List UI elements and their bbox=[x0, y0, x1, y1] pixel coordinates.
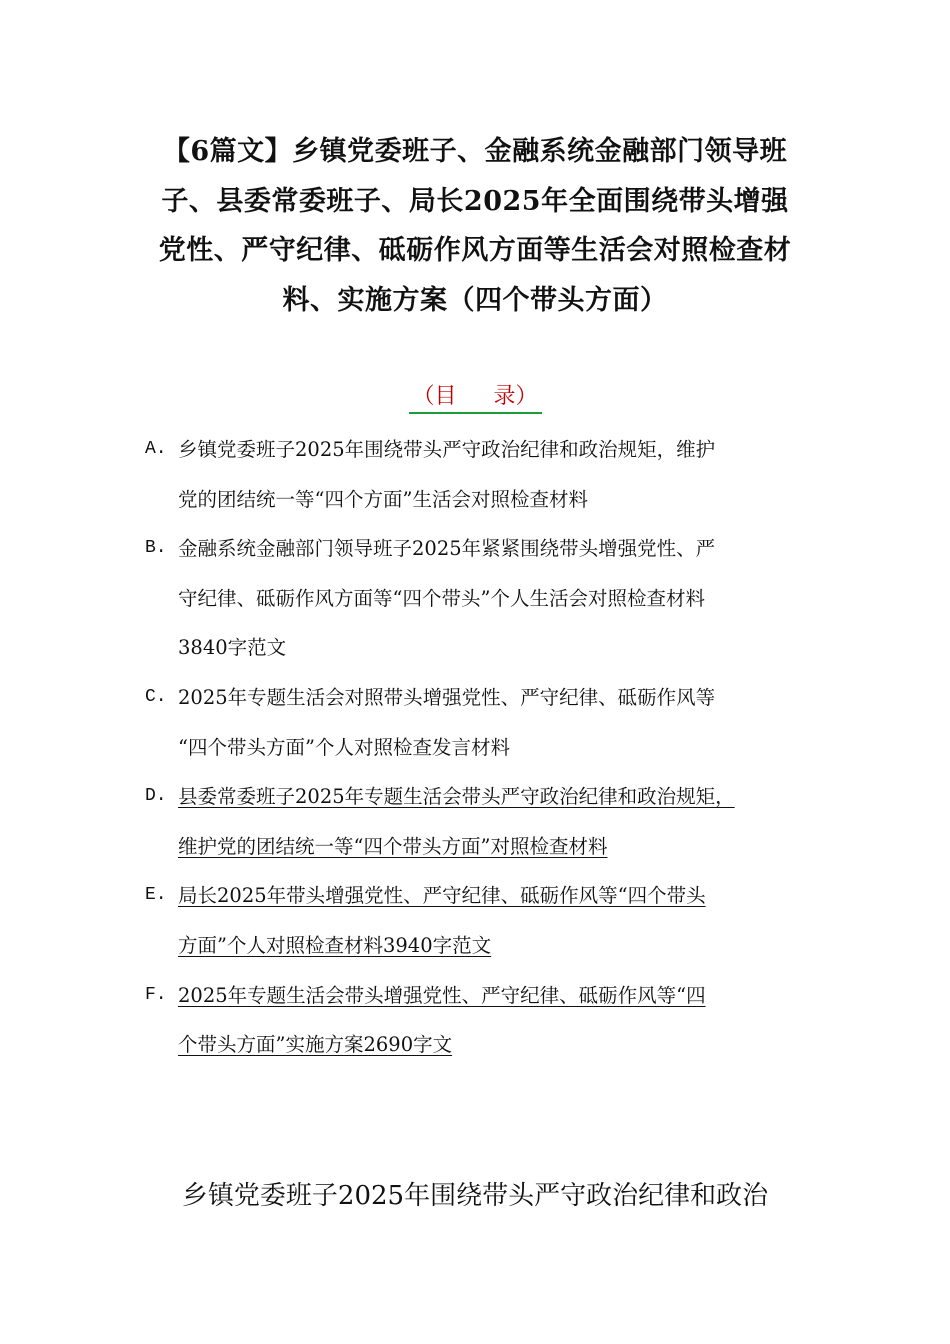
toc-item-line bbox=[178, 1020, 825, 1070]
toc-item-line bbox=[178, 524, 825, 574]
toc-item-text: 守纪律、砥砺作风方面等“四个带头”个人生活会对照检查材料 bbox=[178, 586, 705, 610]
toc-item-line bbox=[178, 772, 825, 822]
toc-item bbox=[145, 425, 825, 524]
toc-item-line bbox=[178, 921, 825, 971]
toc-item-text: 3840字范文 bbox=[178, 636, 287, 660]
toc-item-line bbox=[178, 871, 825, 921]
toc-item-text: 乡镇党委班子2025年围绕带头严守政治纪律和政治规矩，维护 bbox=[178, 438, 716, 461]
toc-item-text[interactable]: 方面”个人对照检查材料3940字范文 bbox=[178, 933, 492, 957]
toc-item-line bbox=[178, 425, 825, 475]
toc-item[interactable] bbox=[145, 871, 825, 970]
toc-item bbox=[145, 524, 825, 673]
toc-item-text[interactable]: 2025年专题生活会带头增强党性、严守纪律、砥砺作风等“四 bbox=[178, 983, 706, 1007]
toc-item-line bbox=[178, 475, 825, 525]
toc-item-letter: E. bbox=[145, 885, 167, 906]
toc-item-letter: D. bbox=[145, 786, 167, 807]
document-title bbox=[140, 127, 810, 325]
toc-item[interactable] bbox=[145, 772, 825, 871]
toc-item-letter: B. bbox=[145, 538, 167, 559]
toc-item-text[interactable]: 个带头方面”实施方案2690字文 bbox=[178, 1033, 453, 1057]
toc-item-text: 金融系统金融部门领导班子2025年紧紧围绕带头增强党性、严 bbox=[178, 537, 716, 561]
title-line: 料、实施方案（四个带头方面） bbox=[282, 284, 668, 316]
toc-item-letter: A. bbox=[145, 439, 167, 459]
toc-item-line bbox=[178, 822, 825, 872]
title-line: 子、县委常委班子、局长2025年全面围绕带头增强 bbox=[161, 185, 789, 217]
toc-item-text[interactable]: 局长2025年带头增强党性、严守纪律、砥砺作风等“四个带头 bbox=[178, 884, 706, 908]
toc-item-text[interactable]: 县委常委班子2025年专题生活会带头严守政治纪律和政治规矩， bbox=[178, 785, 735, 809]
title-line: 党性、严守纪律、砥砺作风方面等生活会对照检查材 bbox=[158, 235, 792, 266]
toc-item-line bbox=[178, 574, 825, 624]
toc-item-text[interactable]: 维护党的团结统一等“四个带头方面”对照检查材料 bbox=[178, 834, 608, 858]
toc-heading-text: （目 录） bbox=[409, 382, 542, 414]
toc-item-line bbox=[178, 673, 825, 723]
toc-item-text: 2025年专题生活会对照带头增强党性、严守纪律、砥砺作风等 bbox=[178, 685, 716, 709]
toc-item[interactable] bbox=[145, 971, 825, 1070]
toc-item-text: “四个带头方面”个人对照检查发言材料 bbox=[178, 735, 510, 759]
toc-item-text: 党的团结统一等“四个方面”生活会对照检查材料 bbox=[178, 487, 588, 511]
toc-item-line bbox=[178, 623, 825, 673]
toc-item-line bbox=[178, 723, 825, 773]
section-heading: 乡镇党委班子2025年围绕带头严守政治纪律和政治 bbox=[181, 1181, 769, 1211]
toc-item bbox=[145, 673, 825, 772]
toc-item-letter: C. bbox=[145, 686, 167, 707]
title-line: 【6篇文】乡镇党委班子、金融系统金融部门领导班 bbox=[162, 136, 788, 167]
toc-heading bbox=[0, 382, 950, 414]
toc-item-letter: F. bbox=[145, 984, 167, 1005]
table-of-contents bbox=[145, 425, 825, 1070]
toc-item-line bbox=[178, 971, 825, 1021]
